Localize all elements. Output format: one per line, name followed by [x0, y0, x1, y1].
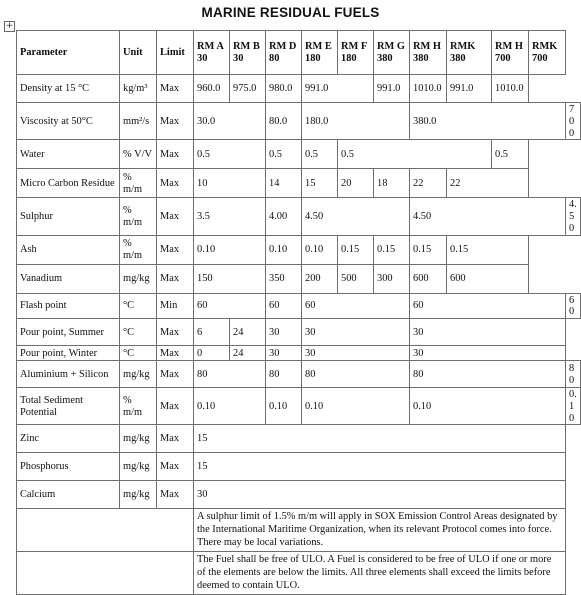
value-cell: 380.0 [410, 103, 566, 140]
parameter-cell: Flash point [17, 293, 120, 319]
value-cell: 60 [194, 293, 266, 319]
limit-cell: Max [157, 75, 194, 103]
value-cell: 300 [374, 264, 410, 293]
table-row [17, 235, 581, 264]
blank-cell [17, 509, 194, 552]
value-cell: 18 [374, 169, 410, 198]
table-row [17, 293, 581, 319]
value-cell: 60 [302, 293, 410, 319]
limit-cell: Max [157, 425, 194, 453]
value-cell: 22 [410, 169, 447, 198]
footnote-cell: A sulphur limit of 1.5% m/m will apply in SOX Emission Control Areas designated by the International Maritime Organization, when its relevant Protocol comes into force. There may be local variations. [194, 509, 566, 552]
value-cell: 0.10 [266, 235, 302, 264]
value-cell: 3.5 [194, 198, 266, 235]
value-cell: 0.15 [338, 235, 374, 264]
unit-cell: mm²/s [120, 103, 157, 140]
parameter-cell: Vanadium [17, 264, 120, 293]
unit-cell: mg/kg [120, 264, 157, 293]
value-cell: 60 [410, 293, 566, 319]
value-cell: 700 [566, 103, 581, 140]
limit-cell: Min [157, 293, 194, 319]
table-row [17, 361, 581, 388]
table-row [17, 264, 581, 293]
value-cell: 80 [302, 361, 410, 388]
header-cell: RM H 380 [410, 31, 447, 75]
parameter-cell: Viscosity at 50°C [17, 103, 120, 140]
parameter-cell: Calcium [17, 481, 120, 509]
parameter-cell: Sulphur [17, 198, 120, 235]
value-cell: 991.0 [374, 75, 410, 103]
parameter-cell: Total Sediment Potential [17, 388, 120, 425]
value-cell: 4.50 [566, 198, 581, 235]
value-cell: 500 [338, 264, 374, 293]
value-cell: 960.0 [194, 75, 230, 103]
header-cell: Limit [157, 31, 194, 75]
header-cell: RM G 380 [374, 31, 410, 75]
value-cell: 200 [302, 264, 338, 293]
header-cell: RMK 380 [447, 31, 492, 75]
limit-cell: Max [157, 453, 194, 481]
limit-cell: Max [157, 319, 194, 346]
limit-cell: Max [157, 264, 194, 293]
value-cell: 0.10 [410, 388, 566, 425]
unit-cell: % m/m [120, 198, 157, 235]
value-cell: 4.50 [410, 198, 566, 235]
value-cell: 600 [410, 264, 447, 293]
value-cell: 80 [194, 361, 266, 388]
footnote-cell: The Fuel shall be free of ULO. A Fuel is considered to be free of ULO if one or more of the elements are below the limits. All three elements shall exceed the limits before deemed to contain ULO. [194, 552, 566, 595]
unit-cell: % m/m [120, 235, 157, 264]
table-row [17, 425, 581, 453]
unit-cell: °C [120, 346, 157, 361]
value-cell: 20 [338, 169, 374, 198]
table-row [17, 169, 581, 198]
value-cell: 350 [266, 264, 302, 293]
unit-cell: % V/V [120, 140, 157, 169]
value-cell: 30 [266, 346, 302, 361]
value-cell: 60 [266, 293, 302, 319]
value-cell: 0.10 [566, 388, 581, 425]
value-cell: 30 [266, 319, 302, 346]
value-cell: 22 [447, 169, 529, 198]
unit-cell: mg/kg [120, 481, 157, 509]
value-cell: 4.50 [302, 198, 410, 235]
value-cell: 991.0 [302, 75, 374, 103]
value-cell: 60 [566, 293, 581, 319]
note-row [17, 552, 581, 595]
blank-cell [17, 552, 194, 595]
table-row [17, 346, 581, 361]
parameter-cell: Pour point, Summer [17, 319, 120, 346]
value-cell: 980.0 [266, 75, 302, 103]
value-cell: 0.10 [302, 388, 410, 425]
value-cell: 0.5 [492, 140, 529, 169]
table-row [17, 388, 581, 425]
header-cell: RM B 30 [230, 31, 266, 75]
value-cell: 150 [194, 264, 266, 293]
header-cell: RM A 30 [194, 31, 230, 75]
table-row [17, 319, 581, 346]
limit-cell: Max [157, 481, 194, 509]
header-cell: RMK 700 [529, 31, 566, 75]
table-row [17, 198, 581, 235]
limit-cell: Max [157, 346, 194, 361]
limit-cell: Max [157, 388, 194, 425]
value-cell: 15 [302, 169, 338, 198]
value-cell: 1010.0 [492, 75, 529, 103]
table-row [17, 103, 581, 140]
unit-cell: kg/m³ [120, 75, 157, 103]
table-row [17, 140, 581, 169]
value-cell: 80 [410, 361, 566, 388]
parameter-cell: Ash [17, 235, 120, 264]
parameter-cell: Phosphorus [17, 453, 120, 481]
header-cell: Parameter [17, 31, 120, 75]
value-cell: 0 [194, 346, 230, 361]
limit-cell: Max [157, 103, 194, 140]
value-cell: 0.10 [194, 388, 266, 425]
unit-cell: mg/kg [120, 361, 157, 388]
header-row [17, 31, 581, 75]
header-cell: Unit [120, 31, 157, 75]
value-cell: 80 [266, 361, 302, 388]
unit-cell: mg/kg [120, 425, 157, 453]
limit-cell: Max [157, 198, 194, 235]
table-row [17, 453, 581, 481]
value-cell: 80.0 [266, 103, 302, 140]
value-cell: 24 [230, 346, 266, 361]
value-cell: 975.0 [230, 75, 266, 103]
header-cell: RM F 180 [338, 31, 374, 75]
limit-cell: Max [157, 140, 194, 169]
value-cell: 0.10 [266, 388, 302, 425]
value-cell: 24 [230, 319, 266, 346]
page-title: MARINE RESIDUAL FUELS [201, 5, 380, 20]
parameter-cell: Pour point, Winter [17, 346, 120, 361]
value-cell: 30 [410, 319, 566, 346]
header-cell: RM H 700 [492, 31, 529, 75]
parameter-cell: Water [17, 140, 120, 169]
unit-cell: °C [120, 319, 157, 346]
value-cell: 0.15 [374, 235, 410, 264]
value-cell: 80 [566, 361, 581, 388]
value-cell: 4.00 [266, 198, 302, 235]
unit-cell: mg/kg [120, 453, 157, 481]
limit-cell: Max [157, 169, 194, 198]
value-cell: 30 [410, 346, 566, 361]
value-cell: 0.15 [447, 235, 529, 264]
value-cell: 1010.0 [410, 75, 447, 103]
value-cell: 6 [194, 319, 230, 346]
value-cell: 600 [447, 264, 529, 293]
value-cell: 30 [302, 346, 410, 361]
unit-cell: % m/m [120, 388, 157, 425]
table-move-handle-icon[interactable]: + [5, 21, 14, 31]
value-cell: 30 [194, 481, 566, 509]
unit-cell: °C [120, 293, 157, 319]
value-cell: 0.5 [338, 140, 492, 169]
value-cell: 0.15 [410, 235, 447, 264]
value-cell: 0.10 [194, 235, 266, 264]
value-cell: 15 [194, 453, 566, 481]
limit-cell: Max [157, 361, 194, 388]
parameter-cell: Density at 15 °C [17, 75, 120, 103]
header-cell: RM D 80 [266, 31, 302, 75]
header-cell: RM E 180 [302, 31, 338, 75]
table-row [17, 75, 581, 103]
parameter-cell: Aluminium + Silicon [17, 361, 120, 388]
value-cell: 0.5 [266, 140, 302, 169]
value-cell: 30.0 [194, 103, 266, 140]
value-cell: 10 [194, 169, 266, 198]
value-cell: 30 [302, 319, 410, 346]
unit-cell: % m/m [120, 169, 157, 198]
value-cell: 180.0 [302, 103, 410, 140]
value-cell: 0.5 [302, 140, 338, 169]
value-cell: 0.5 [194, 140, 266, 169]
fuel-spec-table [16, 30, 581, 595]
value-cell: 0.10 [302, 235, 338, 264]
value-cell: 991.0 [447, 75, 492, 103]
value-cell: 14 [266, 169, 302, 198]
value-cell: 15 [194, 425, 566, 453]
parameter-cell: Zinc [17, 425, 120, 453]
parameter-cell: Micro Carbon Residue [17, 169, 120, 198]
table-row [17, 481, 581, 509]
note-row [17, 509, 581, 552]
limit-cell: Max [157, 235, 194, 264]
